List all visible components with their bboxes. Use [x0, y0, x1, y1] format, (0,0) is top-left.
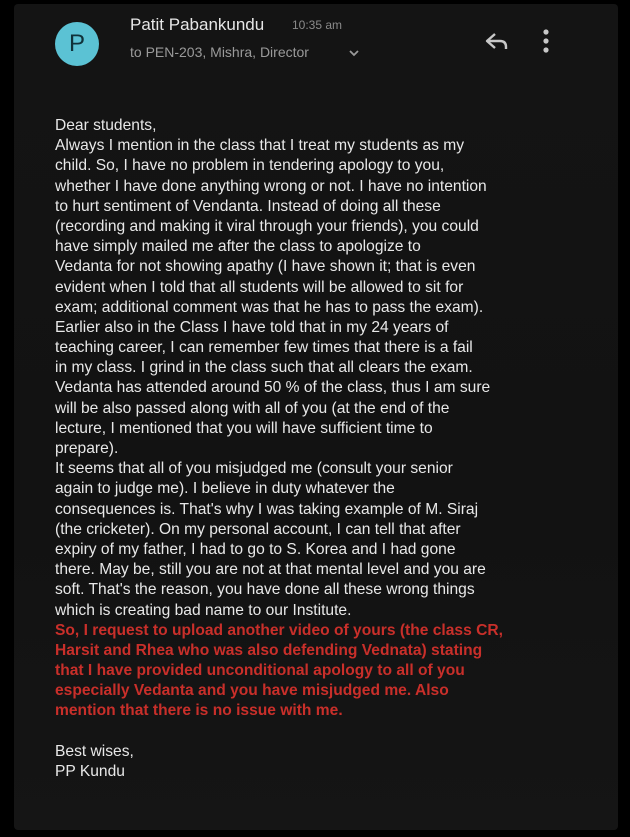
- body-line: child. So, I have no problem in tendering apology to you,: [55, 157, 445, 175]
- body-line: mention that there is no issue with me.: [55, 702, 343, 720]
- sender-avatar[interactable]: P: [55, 22, 99, 66]
- body-line: whether I have done anything wrong or not. I have no intention: [55, 177, 487, 195]
- body-line: Vedanta for not showing apathy (I have shown it; that is even: [55, 258, 476, 276]
- body-line: teaching career, I can remember few times that there is a fail: [55, 339, 473, 357]
- body-line: (the cricketer). On my personal account, I can tell that after: [55, 520, 461, 538]
- paragraph-apology: [55, 136, 585, 459]
- paragraph-misjudged: [55, 459, 585, 621]
- body-line: that I have provided unconditional apology to all of you: [55, 662, 465, 680]
- email-view: [14, 4, 618, 830]
- body-line: which is creating bad name to our Institute.: [55, 601, 352, 619]
- body-line: Always I mention in the class that I treat my students as my: [55, 137, 465, 155]
- body-line: (recording and making it viral through your friends), you could: [55, 217, 479, 235]
- body-line: So, I request to upload another video of yours (the class CR,: [55, 621, 503, 639]
- body-line: Vedanta has attended around 50 % of the class, thus I am sure: [55, 379, 491, 397]
- sender-name[interactable]: Patit Pabankundu: [130, 15, 265, 34]
- body-line: soft. That's the reason, you have done all these wrong things: [55, 581, 475, 599]
- chevron-down-icon[interactable]: [348, 48, 360, 58]
- recipients-line[interactable]: to PEN-203, Mishra, Director: [130, 44, 309, 60]
- body-line: have simply mailed me after the class to apologize to: [55, 238, 421, 256]
- body-line: to hurt sentiment of Vendanta. Instead of doing all these: [55, 197, 441, 215]
- more-vert-icon[interactable]: [542, 28, 550, 54]
- email-timestamp: 10:35 am: [292, 18, 343, 32]
- body-line: prepare).: [55, 440, 119, 457]
- email-header: [14, 4, 618, 88]
- body-line: especially Vedanta and you have misjudged me. Also: [55, 682, 449, 700]
- body-line: in my class. I grind in the class such that all clears the exam.: [55, 359, 473, 377]
- body-line: exam; additional comment was that he has to pass the exam).: [55, 298, 484, 316]
- body-line: consequences is. That's why I was taking example of M. Siraj: [55, 500, 479, 518]
- greeting: Dear students,: [55, 117, 157, 134]
- body-line: evident when I told that all students will be allowed to sit for: [55, 278, 464, 296]
- spacer: [55, 722, 585, 742]
- email-body: [55, 116, 585, 782]
- highlighted-request: [55, 621, 585, 722]
- body-line: lecture, I mentioned that you will have sufficient time to: [55, 419, 433, 437]
- body-line: It seems that all of you misjudged me (consult your senior: [55, 460, 453, 478]
- signature: PP Kundu: [55, 763, 125, 780]
- reply-icon[interactable]: [484, 30, 510, 52]
- body-line: there. May be, still you are not at that mental level and you are: [55, 561, 486, 579]
- body-line: Harsit and Rhea who was also defending Vednata) stating: [55, 641, 483, 659]
- body-line: expiry of my father, I had to go to S. Korea and I had gone: [55, 540, 456, 558]
- body-line: Earlier also in the Class I have told that in my 24 years of: [55, 318, 449, 336]
- body-line: will be also passed along with all of you (at the end of the: [55, 399, 450, 417]
- closing: Best wises,: [55, 742, 134, 760]
- body-line: again to judge me). I believe in duty whatever the: [55, 480, 395, 498]
